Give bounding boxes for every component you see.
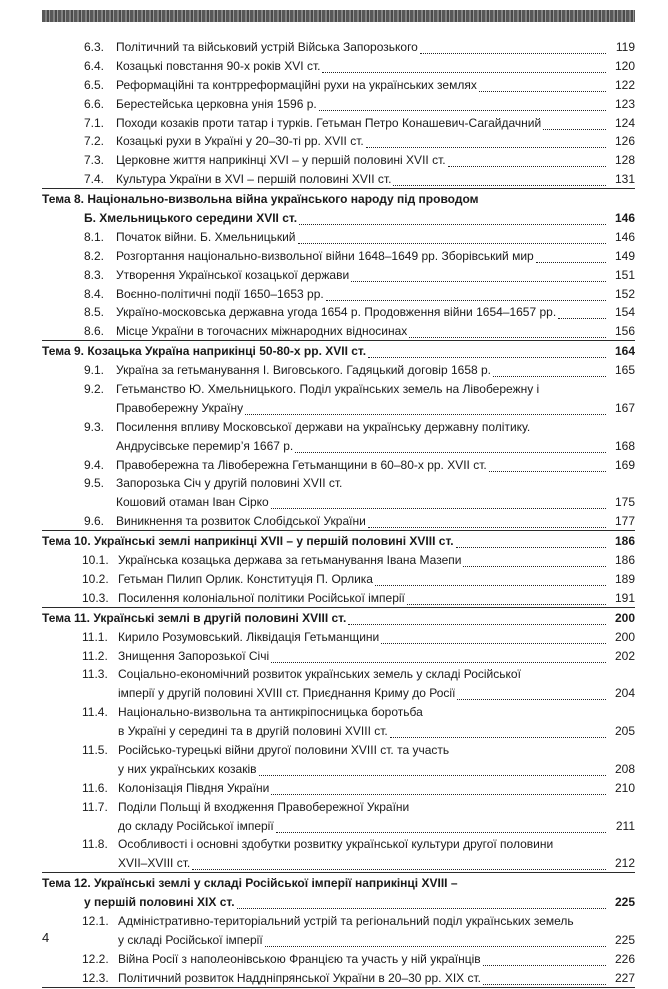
toc-page-number: 146 — [614, 211, 635, 226]
toc-page-number: 191 — [614, 590, 635, 605]
toc-page-number: 211 — [615, 818, 635, 833]
section-divider — [42, 188, 635, 189]
toc-entry-row — [0, 493, 668, 512]
toc-entry-number: 9.3. — [84, 419, 105, 434]
toc-entry-number: 11.4. — [82, 705, 108, 720]
toc-entry-row — [0, 512, 668, 531]
toc-entry-number: 8.5. — [84, 305, 105, 320]
toc-entry-row — [0, 741, 668, 760]
dot-leader — [245, 413, 606, 415]
toc-theme-row — [0, 209, 668, 228]
toc-entry-number: 8.4. — [84, 286, 105, 301]
toc-entry-title: в Україні у середині та в другій половині XVIII ст. — [118, 724, 388, 739]
dot-leader — [319, 109, 606, 111]
toc-entry-title: Розгортання національно-визвольної війни 1648–1649 рр. Зборівський мир — [116, 248, 534, 263]
toc-entry-title: Культура України в XVI – першій половині XVII ст. — [116, 172, 392, 187]
toc-entry-number: 8.2. — [84, 248, 105, 263]
toc-theme-row — [0, 609, 668, 628]
toc-entry-row — [0, 170, 668, 189]
toc-entry-number: 8.3. — [84, 267, 105, 282]
toc-entry-row — [0, 589, 668, 608]
dot-leader — [351, 280, 606, 282]
dot-leader — [381, 642, 606, 644]
toc-page-number: 204 — [614, 686, 635, 701]
toc-entry-title: Воєнно-політичні події 1650–1653 рр. — [116, 286, 324, 301]
toc-entry-title: XVII–XVIII ст. — [118, 856, 191, 871]
toc-page-number: 205 — [614, 724, 635, 739]
toc-entry-row — [0, 380, 668, 399]
section-divider — [42, 987, 635, 988]
dot-leader — [493, 375, 606, 377]
toc-entry-title: Особливості і основні здобутки розвитку української культури другої половини — [118, 837, 554, 852]
toc-entry-title: Національно-визвольна та антикріпосницька боротьба — [118, 705, 423, 720]
toc-entry-row — [0, 456, 668, 475]
toc-entry-title: Гетьман Пилип Орлик. Конституція П. Орлика — [118, 571, 373, 586]
toc-entry-title: Тема 8. Національно-визвольна війна українського народу під проводом — [42, 192, 479, 207]
toc-entry-row — [0, 132, 668, 151]
toc-page-number: 212 — [614, 856, 635, 871]
toc-entry-number: 10.3. — [82, 590, 109, 605]
toc-entry-title: Тема 11. Українські землі в другій половині XVIII ст. — [42, 610, 347, 625]
toc-entry-row — [0, 570, 668, 589]
toc-page-number: 164 — [614, 344, 635, 359]
dot-leader — [366, 146, 606, 148]
toc-page-number: 210 — [614, 780, 635, 795]
dot-leader — [375, 584, 606, 586]
toc-entry-row — [0, 437, 668, 456]
toc-entry-title: Козацькі повстання 90-х років XVI ст. — [116, 58, 321, 73]
toc-entry-title: Запорозька Січ у другій половині XVII ст. — [116, 476, 343, 491]
toc-entry-title: Козацькі рухи в Україні у 20–30-ті рр. XVII ст. — [116, 134, 364, 149]
dot-leader — [536, 261, 606, 263]
toc-entry-number: 9.2. — [84, 382, 105, 397]
toc-entry-title: Церковне життя наприкінці XVI – у першій половині XVII ст. — [116, 153, 446, 168]
toc-entry-number: 11.2. — [82, 648, 108, 663]
toc-page-number: 119 — [615, 40, 635, 54]
toc-page-number: 122 — [614, 77, 635, 92]
toc-entry-number: 8.6. — [84, 324, 105, 339]
toc-entry-row — [0, 835, 668, 854]
toc-entry-row — [0, 647, 668, 666]
dot-leader — [259, 774, 606, 776]
dot-leader — [489, 470, 606, 472]
toc-entry-row — [0, 912, 668, 931]
dot-leader — [407, 603, 606, 605]
toc-entry-title: Політичний та військовий устрій Війська Запорозького — [116, 40, 418, 54]
toc-entry-title: Початок війни. Б. Хмельницький — [116, 229, 296, 244]
toc-entry-number: 6.6. — [84, 96, 105, 111]
dot-leader — [483, 964, 606, 966]
toc-entry-title: Реформаційні та контрреформаційні рухи на українських землях — [116, 77, 477, 92]
toc-entry-number: 9.4. — [84, 457, 105, 472]
toc-page-number: 225 — [614, 895, 635, 910]
toc-entry-title: Правобережна та Лівобережна Гетьманщини в 60–80-х рр. XVII ст. — [116, 457, 487, 472]
toc-page-number: 123 — [614, 96, 635, 111]
toc-page-number: 189 — [614, 571, 635, 586]
toc-entry-title: Адміністративно-територіальний устрій та регіональний поділ українських земель — [118, 913, 574, 928]
toc-entry-number: 11.7. — [82, 799, 108, 814]
toc-entry-number: 11.5. — [82, 742, 108, 757]
toc-entry-row — [0, 551, 668, 570]
section-divider — [42, 872, 635, 873]
toc-entry-title: Берестейська церковна унія 1596 р. — [116, 96, 317, 111]
toc-entry-row — [0, 418, 668, 437]
toc-entry-number: 10.1. — [82, 553, 109, 568]
toc-entry-title: Колонізація Півдня України — [118, 780, 270, 795]
dot-leader — [271, 507, 606, 509]
toc-theme-row — [0, 893, 668, 912]
toc-page-number: 226 — [614, 951, 635, 966]
toc-entry-row — [0, 760, 668, 779]
toc-entry-row — [0, 854, 668, 873]
dot-leader — [368, 526, 606, 528]
dot-leader — [271, 793, 606, 795]
toc-entry-title: Посилення впливу Московської держави на українську державну політику. — [116, 419, 531, 434]
toc-page-number: 202 — [614, 648, 635, 663]
toc-entry-number: 6.5. — [84, 77, 105, 92]
section-divider — [42, 530, 635, 531]
toc-entry-row — [0, 399, 668, 418]
toc-entry-number: 7.1. — [84, 115, 105, 130]
dot-leader — [192, 868, 606, 870]
toc-entry-number: 11.1. — [82, 629, 108, 644]
toc-theme-row — [0, 532, 668, 551]
toc-page-number: 152 — [614, 286, 635, 301]
toc-entry-row — [0, 684, 668, 703]
toc-page-number: 154 — [614, 305, 635, 320]
toc-entry-row — [0, 931, 668, 950]
dot-leader — [265, 945, 606, 947]
toc-entry-number: 10.2. — [82, 571, 109, 586]
dot-leader — [299, 223, 606, 225]
dot-leader — [463, 565, 606, 567]
toc-entry-row — [0, 228, 668, 247]
toc-entry-row — [0, 474, 668, 493]
toc-entry-title: у них українських козаків — [118, 761, 257, 776]
toc-entry-number: 11.8. — [82, 837, 108, 852]
toc-entry-number: 9.6. — [84, 514, 105, 529]
toc-entry-number: 8.1. — [84, 229, 105, 244]
toc-page-number: 126 — [614, 134, 635, 149]
toc-entry-number: 12.3. — [82, 970, 109, 985]
toc-entry-row — [0, 38, 668, 57]
toc-entry-title: Кошовий отаман Іван Сірко — [116, 495, 269, 510]
dot-leader — [409, 336, 606, 338]
toc-entry-row — [0, 322, 668, 341]
toc-entry-row — [0, 247, 668, 266]
dot-leader — [420, 52, 606, 54]
toc-entry-title: Кирило Розумовський. Ліквідація Гетьманщини — [118, 629, 380, 644]
dot-leader — [368, 356, 606, 358]
toc-entry-title: Виникнення та розвиток Слобідської України — [116, 514, 366, 529]
toc-theme-row — [0, 874, 668, 893]
toc-entry-title: Утворення Української козацької держави — [116, 267, 350, 282]
page-number: 4 — [42, 930, 50, 945]
toc-entry-number: 7.3. — [84, 153, 105, 168]
toc-entry-number: 9.1. — [84, 363, 105, 378]
toc-entry-title: Українська козацька держава за гетьманування Івана Мазепи — [118, 553, 462, 568]
dot-leader — [558, 317, 606, 319]
toc-entry-title: у складі Російської імперії — [118, 932, 263, 947]
toc-entry-title: у першій половині XIX ст. — [84, 895, 235, 910]
toc-entry-number: 6.3. — [84, 40, 105, 54]
toc-entry-title: Політичний розвиток Наддніпрянської України в 20–30 рр. XIX ст. — [118, 970, 481, 985]
toc-page-number: 131 — [614, 172, 635, 187]
toc-entry-row — [0, 950, 668, 969]
toc-entry-number: 12.1. — [82, 913, 109, 928]
toc-entry-title: Тема 12. Українські землі у складі Російської імперії наприкінці XVIII – — [42, 876, 458, 891]
toc-entry-number: 11.3. — [82, 667, 108, 682]
toc-entry-title: Тема 9. Козацька Україна наприкінці 50-80-х рр. XVII ст. — [42, 344, 367, 359]
toc-entry-number: 6.4. — [84, 58, 105, 73]
toc-page-number: 156 — [614, 324, 635, 339]
dot-leader — [457, 698, 606, 700]
toc-entry-title: Походи козаків проти татар і турків. Гетьман Петро Конашевич-Сагайдачний — [116, 115, 542, 130]
toc-entry-title: імперії у другій половині XVIII ст. Приєднання Криму до Росії — [118, 686, 456, 701]
toc-entry-row — [0, 798, 668, 817]
toc-entry-title: Україно-московська державна угода 1654 р. Продовження війни 1654–1657 рр. — [116, 305, 557, 320]
toc-page-number: 151 — [614, 267, 635, 282]
toc-entry-number: 11.6. — [82, 780, 108, 795]
toc-entry-row — [0, 266, 668, 285]
toc-entry-number: 12.2. — [82, 951, 109, 966]
section-divider — [42, 607, 635, 608]
toc-entry-number: 7.4. — [84, 172, 105, 187]
toc-entry-title: Правобережну Україну — [116, 400, 244, 415]
toc-entry-number: 7.2. — [84, 134, 105, 149]
toc-entry-title: Гетьманство Ю. Хмельницького. Поділ українських земель на Лівобережну і — [116, 382, 540, 397]
toc-entry-title: Б. Хмельницького середини XVII ст. — [84, 211, 298, 226]
toc-theme-row — [0, 342, 668, 361]
toc-entry-row — [0, 969, 668, 988]
toc-entry-title: Соціально-економічний розвиток українських земель у складі Російської — [118, 667, 521, 682]
toc-entry-title: Російсько-турецькі війни другої половини XVIII ст. та участь — [118, 742, 450, 757]
toc-entry-row — [0, 57, 668, 76]
toc-entry-row — [0, 703, 668, 722]
toc-page-number: 128 — [614, 153, 635, 168]
dot-leader — [298, 242, 606, 244]
toc-entry-title: Тема 10. Українські землі наприкінці XVII – у першій половині XVIII ст. — [42, 534, 454, 549]
toc-page-number: 177 — [614, 514, 635, 529]
toc-entry-title: Посилення колоніальної політики Російської імперії — [118, 590, 405, 605]
dot-leader — [390, 736, 606, 738]
toc-entry-row — [0, 285, 668, 304]
toc-page-number: 169 — [614, 457, 635, 472]
toc-entry-title: до складу Російської імперії — [118, 818, 274, 833]
dot-leader — [322, 71, 606, 73]
toc-entry-row — [0, 817, 668, 836]
toc-page-number: 168 — [614, 438, 635, 453]
toc-page-number: 186 — [614, 534, 635, 549]
toc-page-number: 175 — [614, 495, 635, 510]
dot-leader — [295, 451, 606, 453]
toc-entry-row — [0, 722, 668, 741]
section-divider — [42, 340, 635, 341]
toc-entry-title: Андрусівське перемир’я 1667 р. — [116, 438, 294, 453]
toc-entry-row — [0, 114, 668, 133]
dot-leader — [448, 165, 606, 167]
toc-page-number: 200 — [614, 610, 635, 625]
dot-leader — [393, 184, 606, 186]
dot-leader — [348, 623, 606, 625]
toc-page-number: 186 — [614, 553, 635, 568]
toc-page-number: 149 — [614, 248, 635, 263]
dot-leader — [326, 299, 606, 301]
toc-page-number: 120 — [614, 58, 635, 73]
toc-page-number: 167 — [614, 400, 635, 415]
toc-page-number: 225 — [614, 932, 635, 947]
toc-entry-row — [0, 628, 668, 647]
toc-page-number: 146 — [614, 229, 635, 244]
dot-leader — [456, 546, 606, 548]
decorative-header-band — [42, 10, 635, 22]
toc-theme-row — [0, 190, 668, 209]
toc-entry-title: Знищення Запорозької Січі — [118, 648, 270, 663]
toc-page-number: 165 — [614, 363, 635, 378]
toc-page-number: 200 — [614, 629, 635, 644]
toc-entry-title: Місце України в тогочасних міжнародних відносинах — [116, 324, 408, 339]
toc-entry-title: Війна Росії з наполеонівською Францією та участь у ній українців — [118, 951, 481, 966]
toc-page-number: 208 — [614, 761, 635, 776]
toc-entry-title: Україна за гетьманування І. Виговського. Гадяцький договір 1658 р. — [116, 363, 492, 378]
dot-leader — [271, 661, 606, 663]
table-of-contents — [0, 38, 668, 989]
dot-leader — [276, 831, 606, 833]
dot-leader — [237, 907, 606, 909]
toc-entry-number: 9.5. — [84, 476, 105, 491]
toc-entry-row — [0, 151, 668, 170]
dot-leader — [479, 90, 606, 92]
dot-leader — [543, 128, 606, 130]
toc-page-number: 124 — [614, 115, 635, 130]
toc-entry-row — [0, 779, 668, 798]
toc-entry-title: Поділи Польщі й входження Правобережної України — [118, 799, 410, 814]
toc-entry-row — [0, 665, 668, 684]
toc-page-number: 227 — [614, 970, 635, 985]
toc-entry-row — [0, 95, 668, 114]
toc-entry-row — [0, 76, 668, 95]
toc-entry-row — [0, 361, 668, 380]
dot-leader — [483, 983, 606, 985]
toc-entry-row — [0, 303, 668, 322]
